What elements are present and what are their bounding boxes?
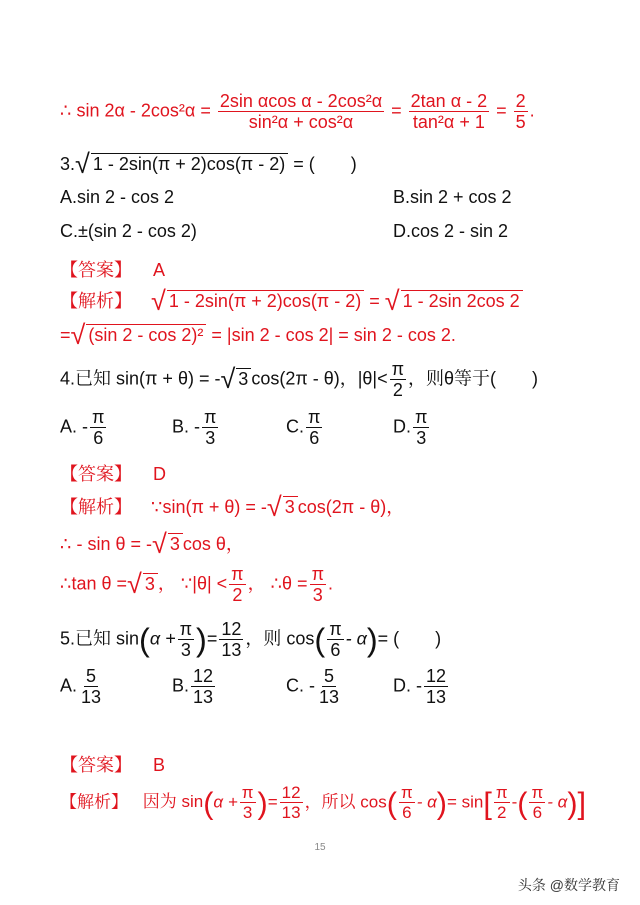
q4-option-a: A. - $\frac{\pi}{6}$ — [60, 407, 105, 449]
q3-answer — [60, 256, 165, 282]
q4-analysis-line-2: ∴ - sin θ = -√ 3 cos θ， — [60, 529, 244, 560]
answer-label: 【答案】 — [60, 464, 132, 484]
q5-answer — [60, 751, 165, 777]
analysis-label: 【解析】 — [60, 291, 132, 311]
q4-option-b: B. - $\frac{\pi}{3}$ — [172, 407, 217, 449]
q2-fraction-2: $\frac{\text{2tan α - 2}}{\text{tan²α + 1}}$ — [410, 91, 488, 133]
answer-value: D — [153, 464, 167, 484]
q5-option-d: D. - $\frac{12}{13}$ — [393, 666, 447, 708]
q4-analysis-line-3: ∴tan θ =√ 3 ， ∵|θ| < $\frac{\pi}{2}$ ， ∴θ = $\frac{\pi}{3}$ . — [60, 564, 334, 606]
analysis-label: 【解析】 — [60, 792, 128, 812]
q5-option-a: A. $\frac{5}{13}$ — [60, 666, 102, 708]
q3-analysis-line-2: =√ (sin 2 - cos 2)² = |sin 2 - cos 2| = sin 2 - cos 2. — [60, 320, 456, 350]
q3-option-d: D.cos 2 - sin 2 — [393, 221, 509, 241]
q2-lhs: sin 2α - 2cos²α = — [76, 100, 211, 121]
q3-option-a: A.sin 2 - cos 2 — [60, 187, 175, 207]
answer-label: 【答案】 — [60, 755, 132, 775]
q4-option-d: D. $\frac{\pi}{3}$ — [393, 407, 428, 449]
q4-question: 4.已知 sin(π + θ) = -√ 3 cos(2π - θ)，|θ|< $\frac{\pi}{2}$ ，则θ等于( ) — [60, 359, 539, 401]
q3-option-c: C.±(sin 2 - cos 2) — [60, 221, 197, 241]
q2-fraction-3: $\frac{2}{5}$ — [515, 91, 526, 133]
q5-question: 5.已知 sin(α + $\frac{\pi}{3}$ )= $\frac{12}{13}$ ，则 cos( $\frac{\pi}{6}$ - α)= ( ) — [60, 619, 442, 661]
answer-value: B — [153, 755, 166, 775]
analysis-label: 【解析】 — [60, 497, 132, 517]
q5-option-b: B. $\frac{12}{13}$ — [172, 666, 214, 708]
q4-analysis-line-1: 【解析】 ∵sin(π + θ) = -√ 3 cos(2π - θ)， — [60, 492, 405, 523]
q5-analysis-line: 【解析】 因为 sin(α + $\frac{\pi}{3}$ )= $\frac{12}{13}$ ，所以 cos( $\frac{\pi}{6}$ - α)= sin[ $\frac{\pi}{2}$ -( $\frac{\pi}{6}$ - α)] — [60, 783, 587, 823]
q3-option-b: B.sin 2 + cos 2 — [393, 187, 512, 207]
q3-analysis-line-1: 【解析】 √ 1 - 2sin(π + 2)cos(π - 2) = √ 1 - 2sin 2cos 2 — [60, 287, 523, 315]
q3-radical: 1 - 2sin(π + 2)cos(π - 2) — [91, 153, 288, 175]
q2-fraction-1: $\frac{\text{2sin αcos α - 2cos²α}}{\text{sin²α + cos²α}}$ — [219, 91, 383, 133]
page-number: 15 — [314, 842, 326, 853]
q5-option-c: C. - $\frac{5}{13}$ — [286, 666, 340, 708]
watermark: 头条 @数学教育 — [517, 877, 620, 893]
q3-question: 3.√ 1 - 2sin(π + 2)cos(π - 2) = ( ) — [60, 149, 357, 180]
q4-answer — [60, 460, 166, 486]
q4-option-c: C. $\frac{\pi}{6}$ — [286, 407, 321, 449]
answer-label: 【答案】 — [60, 260, 132, 280]
q2-conclusion-line: ∴ sin 2α - 2cos²α = $\frac{\text{2sin αcos α - 2cos²α}}{\text{sin²α + cos²α}}$ = $\frac{\text{2tan α - 2}}{\text{tan²α + 1}}$ = $\frac{2}{5}$ . — [60, 91, 535, 133]
answer-value: A — [153, 260, 166, 280]
therefore-symbol: ∴ — [60, 100, 72, 121]
